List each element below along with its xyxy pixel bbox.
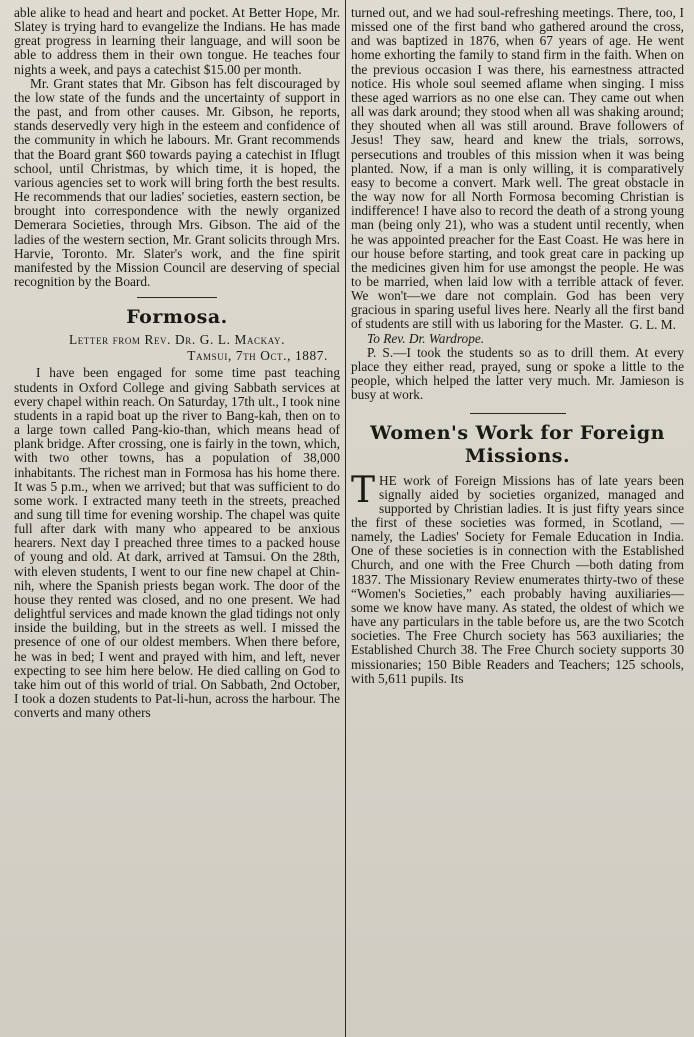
drop-cap: T: [351, 469, 376, 511]
section-separator: [137, 297, 217, 298]
body-paragraph: [351, 469, 684, 686]
section-heading-formosa: Formosa.: [126, 306, 228, 329]
section-separator: [470, 413, 566, 414]
right-column: [351, 6, 684, 686]
body-paragraph: able alike to head and heart and pocket. At Better Hope, Mr. Slatey is trying hard to evangelize the Indians. He has made great progress in learning their language, and will soon be able to address them in their own tongue. He teaches four nights a week, and pays a catechist $15.00 per month.: [14, 5, 340, 77]
letter-paragraph: I have been engaged for some time past teaching students in Oxford College and giving Sabbath services at every chapel within reach. On Saturday, 17th ult., I took nine students in a rapid boat up the river to Bang-kah, then on to a large town called Pang-kio-than, which means head of plank bridge. After crossing, one is fairly in the town, which, with two other towns, has a population of 38,000 inhabitants. The richest man in Formosa has his home there. It was 5 p.m., when we arrived; but that was sufficient to do some work. I extracted many teeth in the streets, preached and sung till time for evening worship. The chapel was quite full after dark with many who appeared to be anxious hearers. Next day I preached three times to a packed house of young and old. At dark, arrived at Tamsui. On the 28th, with eleven students, I went to our fine new chapel at Chin-nih, where the Spanish priests began work. The door of the house they rented was closed, and no one present. We had delightful services and made known the glad tidings not only inside the building, but in the streets as well. I missed the presence of one of our oldest members. When there before, he was in bed; I went and prayed with him, and left, never expecting to see him here below. He died calling on God to take him out of this world of trial. On Sabbath, 2nd October, I took a dozen students to Pat-li-hun, across the harbour. The converts and many others: [14, 365, 340, 721]
womens-paragraph-text: HE work of Foreign Missions has of late years been signally aided by societies organized, managed and supported by Christian ladies. It is just fifty years since the first of these societies was formed, in Scotland, — namely, the Ladies' Society for Female Education in India. One of these societies is in connection with the Established Church, and one with the Free Church —both dating from 1837. The Missionary Review enumerates thirty-two of these “Women's Societies,” each probably having auxiliaries—some we know have many. As stated, the oldest of which we have any particulars in the table before us, are the two Scotch societies. The Free Church society has 563 auxiliaries; the Established Church 38. The Free Church society supports 30 missionaries; 150 Bible Readers and Teachers; 125 schools, with 5,611 pupils. Its: [351, 472, 684, 686]
column-divider: [345, 0, 346, 1037]
left-column: [14, 6, 340, 720]
section-heading-womens-work: Women's Work for Foreign: [370, 421, 665, 444]
body-paragraph: Mr. Grant states that Mr. Gibson has felt discouraged by the low state of the funds and the uncertainty of support in the past, and from other causes. Mr. Gibson, he reports, stands deservedly very high in the esteem and confidence of the community in which he labours. Mr. Grant recommends that the Board grant $60 towards paying a catechist in Iflugt school, until Christmas, by which time, it is hoped, the various agencies set to work will bring forth the best results. He recommends that our ladies' societies, eastern section, be brought into correspondence with the newly organized Demerara Societies, through Mrs. Gibson. The aid of the ladies of the western section, Mr. Grant solicits through Mrs. Harvie, Toronto. Mr. Slater's work, and the fine spirit manifested by the Mission Council are deserving of special recognition by the Board.: [14, 75, 340, 289]
letter-addressee: To Rev. Dr. Wardrope.: [367, 330, 485, 346]
section-heading-missions: Missions.: [464, 444, 571, 467]
body-paragraph: turned out, and we had soul-refreshing meetings. There, too, I missed one of the first band who gathered around the cross, and was baptized in 1876, when 67 years of age. He went home exhorting the family to stand firm in the faith. When on the previous occasion I was there, his earnestness attracted notice. His whole soul seemed aflame when singing. I miss these aged warriors as no one else can. They came out when all was dark around; they stood when all was shaking around; they shouted when all was still around. Brave followers of Jesus! They saw, heard and knew the trials, sorrows, persecutions and troubles of this mission when it was being planted. Now, if a man is only willing, it is comparatively easy to become a convert. Mark well. The great obstacle in the way now for all North Formosa becoming Christian is indifference! I have also to record the death of a strong young man (being only 21), who was a student until recently, when he was appointed preacher for the East Coast. He was here in our house before starting, and took great care in packing up the medicines given him for use amongst the people. He was to be married, when laid low with a terrible attack of fever. We won't—we dare not complain. God has been very gracious in sparing useful lives here. Nearly all the first band of students are still with us laboring for the Master.: [351, 5, 684, 332]
postscript-paragraph: P. S.—I took the students so as to drill them. At every place they either read, prayed, sung or spoke a little to the people, which helped the latter very much. Mr. Jamieson is busy at work.: [351, 344, 684, 403]
letter-attribution: Letter from Rev. Dr. G. L. Mackay.: [68, 332, 286, 348]
letter-signature: G. L. M.: [629, 316, 676, 332]
letter-dateline: Tamsui, 7th Oct., 1887.: [187, 348, 328, 364]
